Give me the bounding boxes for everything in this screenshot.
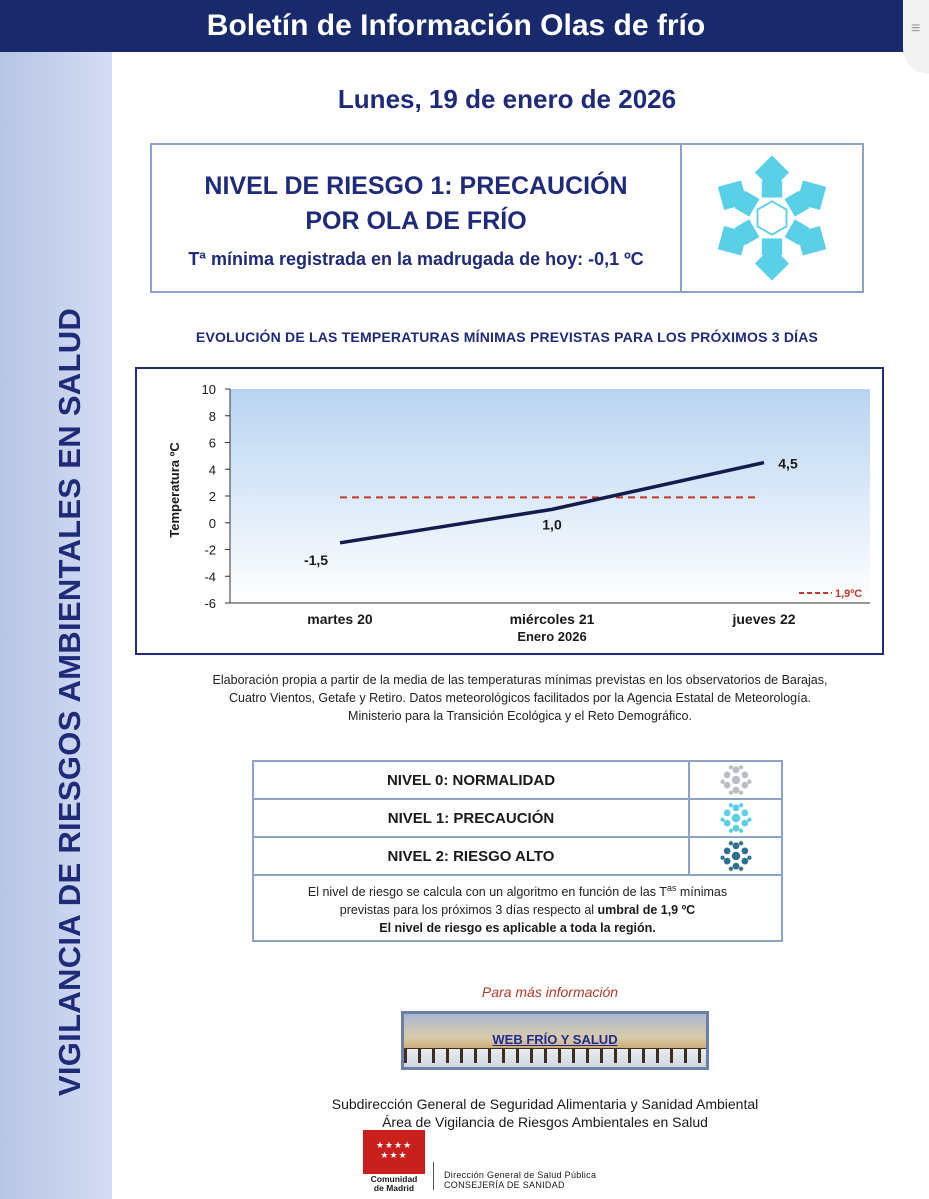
plot-area: [230, 389, 870, 603]
y-tick-label: -4: [204, 569, 216, 585]
logo-name-line2: de Madrid: [373, 1183, 415, 1193]
level-2-label: NIVEL 2: RIESGO ALTO: [254, 838, 690, 874]
data-label: 4,5: [778, 455, 798, 472]
x-tick-label: martes 20: [307, 611, 373, 627]
x-axis-label: Enero 2026: [517, 629, 587, 644]
data-source-note: [150, 671, 890, 725]
bulletin-date: Lunes, 19 de enero de 2026: [337, 84, 677, 114]
dg-line2: CONSEJERÍA DE SANIDAD: [444, 1180, 565, 1190]
risk-text-panel: [152, 145, 682, 291]
level-0-icon-cell: [690, 762, 781, 798]
level-1-label: NIVEL 1: PRECAUCIÓN: [254, 800, 690, 836]
snowflake-gray-icon: [719, 763, 753, 797]
note-line2: [260, 901, 775, 919]
risk-icon-panel: [682, 145, 862, 291]
footer-line2: Área de Vigilancia de Riesgos Ambientales en Salud: [382, 1114, 708, 1130]
source-line1: Elaboración propia a partir de la media de las temperaturas mínimas previstas en los observatorios de Barajas,: [212, 673, 828, 687]
note-text-b: mínimas: [676, 885, 728, 900]
level-row-2: [254, 838, 781, 876]
data-label: 1,0: [542, 516, 562, 533]
note-region: El nivel de riesgo es aplicable a toda la región.: [379, 921, 656, 936]
web-frio-salud-link[interactable]: WEB FRÍO Y SALUD: [492, 1032, 618, 1047]
note-text-c: previstas para los próximos 3 días respecto al: [339, 903, 598, 918]
level-row-1: [254, 800, 781, 838]
comunidad-madrid-name: [363, 1175, 425, 1193]
menu-icon: ≡: [911, 20, 921, 37]
bulletin-header: [0, 0, 912, 52]
risk-title-line2: POR OLA DE FRÍO: [305, 207, 527, 235]
sidebar-title: VIGILANCIA DE RIESGOS AMBIENTALES EN SALUD: [52, 307, 87, 1097]
y-tick-label: 10: [201, 382, 216, 397]
risk-level-box: [150, 143, 864, 293]
institution-logo: [363, 1130, 663, 1192]
snowflake-dark-blue-icon: [719, 839, 753, 873]
logo-divider: [433, 1162, 434, 1190]
chart-svg: [137, 369, 882, 653]
y-tick-label: -2: [204, 542, 216, 558]
page-corner: [903, 0, 929, 74]
web-frio-salud-banner[interactable]: [401, 1011, 709, 1070]
logo-name-line1: Comunidad: [370, 1174, 418, 1184]
level-2-icon-cell: [690, 838, 781, 874]
dg-line1: Dirección General de Salud Pública: [444, 1170, 597, 1180]
footer-line1: Subdirección General de Seguridad Alimentaria y Sanidad Ambiental: [331, 1096, 759, 1112]
note-text-a: El nivel de riesgo se calcula con un algoritmo en función de las T: [307, 885, 667, 900]
risk-title-line1: NIVEL DE RIESGO 1: PRECAUCIÓN: [204, 172, 628, 200]
y-ticks: [202, 382, 230, 611]
note-line1: [260, 879, 775, 901]
banner-fence: [404, 1049, 706, 1063]
x-tick-label: miércoles 21: [509, 611, 595, 627]
level-1-icon-cell: [690, 800, 781, 836]
x-tick-label: jueves 22: [732, 611, 796, 627]
min-temperature-text: Tª mínima registrada en la madrugada de hoy: -0,1 ºC: [188, 249, 644, 269]
direccion-general-text: [444, 1170, 596, 1190]
snowflake-icon: [707, 153, 837, 283]
data-label: -1,5: [303, 551, 329, 568]
more-info-label: Para más información: [481, 984, 619, 1000]
note-threshold: umbral de 1,9 ºC: [597, 903, 696, 918]
y-tick-label: 6: [208, 435, 216, 451]
snowflake-cyan-icon: [719, 801, 753, 835]
source-line2: Cuatro Vientos, Getafe y Retiro. Datos meteorológicos facilitados por la Agencia Estatal de Meteorología.: [228, 691, 812, 705]
y-tick-label: 8: [208, 408, 216, 424]
y-tick-label: 4: [208, 462, 216, 478]
y-axis-label: Temperatura ºC: [167, 442, 182, 538]
risk-title: [152, 169, 680, 239]
x-ticks: [307, 611, 795, 627]
note-sup: as: [666, 883, 677, 893]
risk-levels-table: [252, 760, 783, 942]
temperature-chart: [135, 367, 884, 655]
footer-text: [112, 1095, 929, 1131]
source-line3: Ministerio para la Transición Ecológica y el Reto Demográfico.: [348, 709, 692, 723]
level-row-0: [254, 762, 781, 800]
sidebar-band: [0, 50, 112, 1199]
risk-algorithm-note: [254, 876, 781, 940]
header-title: Boletín de Información Olas de frío: [206, 9, 706, 42]
chart-title: EVOLUCIÓN DE LAS TEMPERATURAS MÍNIMAS PREVISTAS PARA LOS PRÓXIMOS 3 DÍAS: [195, 329, 819, 345]
level-0-label: NIVEL 0: NORMALIDAD: [254, 762, 690, 798]
note-line3: [260, 919, 775, 937]
y-tick-label: 0: [208, 515, 216, 531]
flag-stars: ★★★★ ★★★: [375, 1140, 413, 1160]
threshold-legend-label: 1,9ºC: [835, 588, 863, 600]
y-tick-label: 2: [208, 489, 216, 504]
comunidad-madrid-flag-logo: [363, 1130, 425, 1174]
y-tick-label: -6: [204, 596, 216, 611]
